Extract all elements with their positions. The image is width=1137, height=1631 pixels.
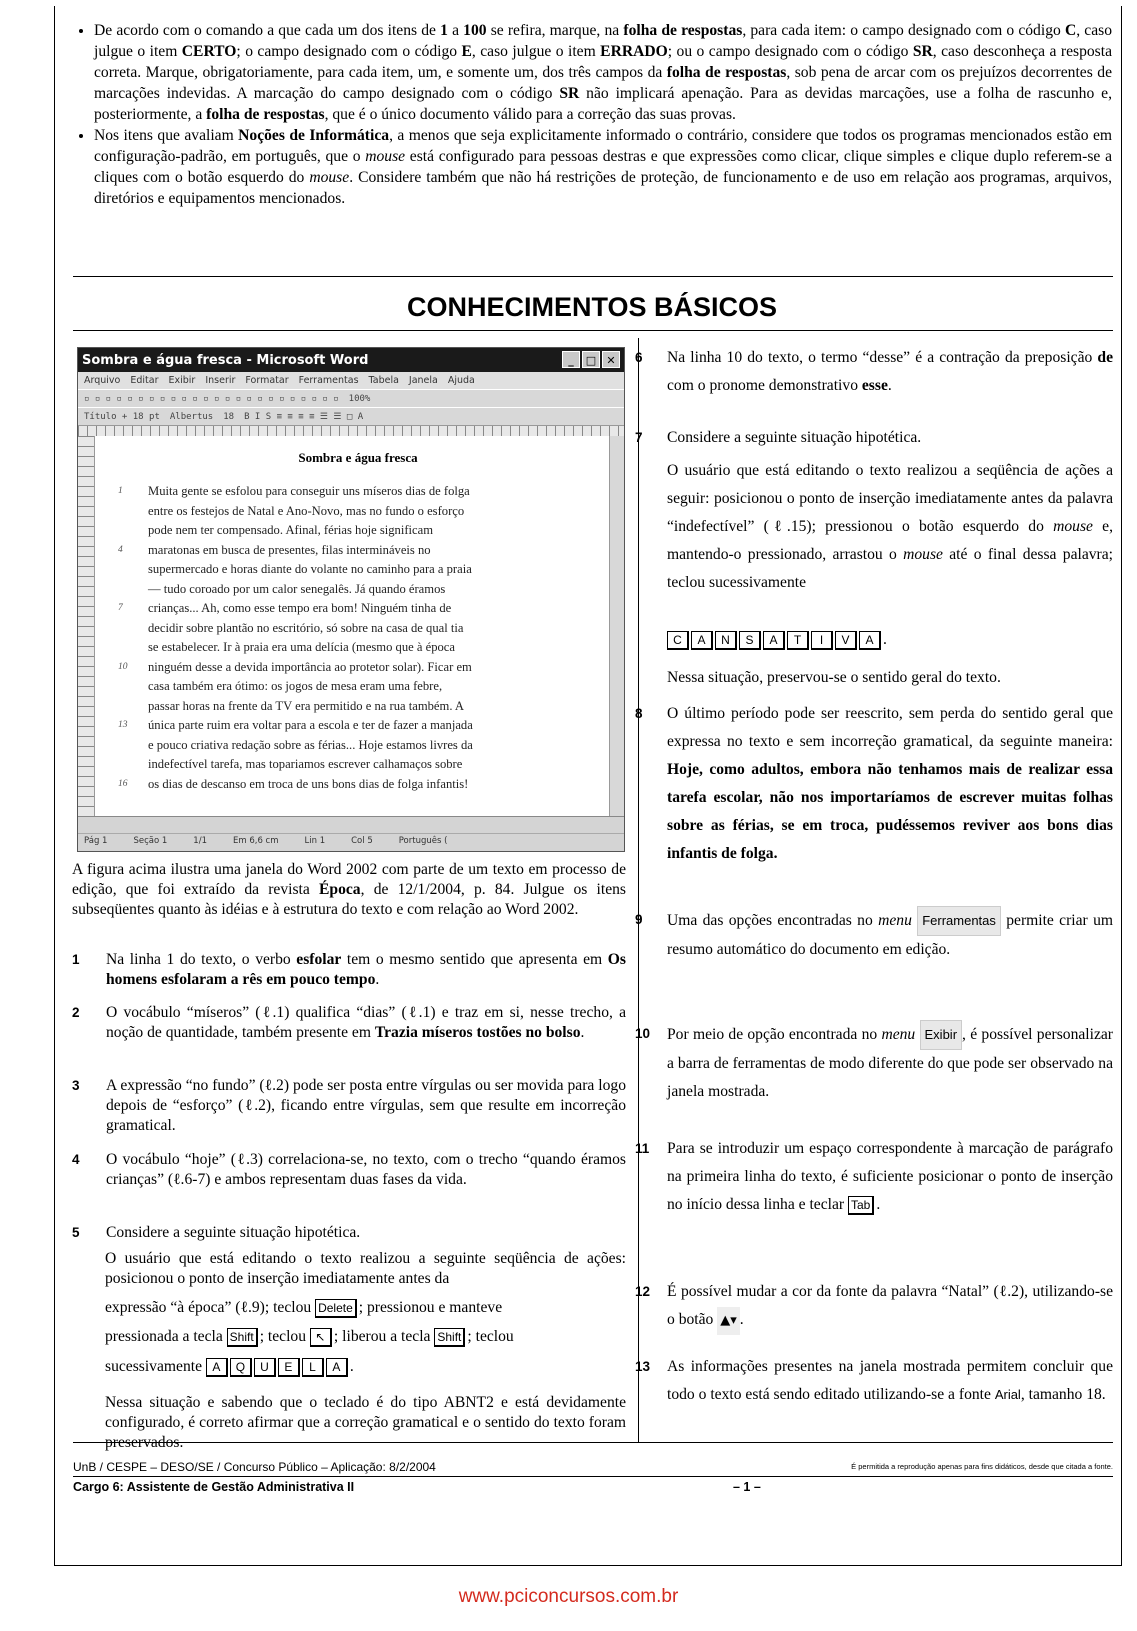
key-icon: V — [835, 631, 857, 650]
key-icon: U — [254, 1358, 276, 1377]
item-number: 7 — [635, 430, 643, 445]
instructions — [72, 20, 1112, 209]
document-line — [114, 560, 604, 580]
menu-janela[interactable]: Janela — [408, 375, 438, 386]
home-key-icon: ↖ — [310, 1328, 332, 1347]
document-line — [114, 697, 604, 717]
key-icon: A — [859, 631, 881, 650]
item-number: 1 — [72, 952, 80, 967]
view-buttons[interactable] — [78, 817, 624, 834]
item-7: 7 Considere a seguinte situação hipotética. — [655, 424, 1113, 452]
document-line — [114, 638, 604, 658]
key-icon: A — [691, 631, 713, 650]
footer-line-2 — [73, 1480, 1113, 1494]
shift-key-icon: Shift — [227, 1328, 258, 1347]
instruction-1: • De acordo com o comando a que cada um dos itens de 1 a 100 se refira, marque, na folha de respostas, para cada item: o campo designado com o código C, caso julgue o item CERTO; o campo designado com o código E, caso julgue o item ERRADO; ou o campo designado com o código SR, caso desconheça a resposta correta. Marque, obrigatoriamente, para cada item, um, e somente um, dos três campos da folha de respostas, sob pena de arcar com os prejuízos decorrentes de marcações indevidas. A marcação do campo designado com o código SR não implicará apenação. Para as devidas marcações, use a folha de rascunho e, posteriormente, a folha de respostas, que é o único documento válido para a correção das suas provas. — [94, 20, 1112, 125]
key-icon: Q — [230, 1358, 252, 1377]
menu-arquivo[interactable]: Arquivo — [84, 375, 121, 386]
close-icon[interactable]: ✕ — [602, 351, 620, 368]
menu-ferramentas[interactable]: Ferramentas — [298, 375, 359, 386]
maximize-icon[interactable]: □ — [582, 351, 600, 368]
key-icon: I — [811, 631, 833, 650]
menu-formatar[interactable]: Formatar — [245, 375, 289, 386]
line-number: 1 — [118, 486, 123, 496]
item-7-text-c: Nessa situação, preservou-se o sentido geral do texto. — [667, 669, 1001, 686]
menu-exibir[interactable]: Exibir — [168, 375, 196, 386]
document-area[interactable] — [78, 436, 624, 818]
item-number: 8 — [635, 706, 643, 721]
intro-text: A figura acima ilustra uma janela do Word 2002 com parte de um texto em processo de edição, que foi extraído da revista Época, de 12/1/2004, p. 84. Julgue os itens subseqüentes quanto às idéias e à estrutura do texto e com relação ao Word 2002. — [72, 861, 626, 918]
line-text: passar horas na frente da TV era permitido e na rua também. A — [148, 698, 465, 713]
menu-ajuda[interactable]: Ajuda — [447, 375, 475, 386]
item-11: 11 Para se introduzir um espaço correspondente à marcação de parágrafo na primeira linha do texto, é suficiente posicionar o ponto de inserção no início dessa linha e teclar Tab . — [655, 1135, 1113, 1219]
item-13: 13 As informações presentes na janela mostrada permitem concluir que todo o texto está sendo editado utilizando-se a fonte Arial, tamanho 18. — [655, 1353, 1113, 1409]
key-icon: L — [302, 1358, 324, 1377]
document-line — [114, 619, 604, 639]
divider-footer — [73, 1476, 1113, 1477]
line-text: crianças... Ah, como esse tempo era bom! Ninguém tinha de — [148, 601, 452, 615]
item-10: 10 Por meio de opção encontrada no menu Exibir , é possível personalizar a barra de ferramentas de modo diferente do que pode ser observado na janela mostrada. — [655, 1020, 1113, 1106]
toolbar-icons[interactable]: ▫ ▫ ▫ ▫ ▫ ▫ ▫ ▫ ▫ ▫ ▫ ▫ ▫ ▫ ▫ ▫ ▫ ▫ ▫ ▫ ▫ ▫ ▫ ▫ — [84, 393, 339, 404]
font-box[interactable]: Albertus — [169, 411, 214, 422]
item-7-keys: C A N S A T I V A . — [667, 626, 1113, 654]
font-color-icon: ▲▾ — [717, 1307, 740, 1335]
item-8: 8 O último período pode ser reescrito, sem perda do sentido geral que expressa no texto e sem incorreção gramatical, da seguinte maneira: Hoje, como adultos, embora não tenhamos mais de realizar essa tarefa escolar, não nos importaríamos de escrever muitas folhas sobre as férias, se em troca, pudéssemos reviver aos bons dias infantis de folga. — [655, 700, 1113, 868]
delete-key-icon: Delete — [315, 1299, 357, 1318]
status-field: Português ( — [398, 836, 448, 846]
key-icon: N — [715, 631, 737, 650]
document-line — [114, 677, 604, 697]
status-field: Em 6,6 cm — [232, 836, 279, 846]
line-number: 7 — [118, 603, 123, 613]
line-number: 13 — [118, 720, 128, 730]
status-field: Lin 1 — [304, 836, 326, 846]
status-field: Seção 1 — [133, 836, 168, 846]
item-number: 9 — [635, 912, 643, 927]
item-5-text-d: sucessivamente A Q U E L A . — [105, 1358, 354, 1375]
formatting-toolbar — [78, 407, 624, 425]
style-box[interactable]: Título + 18 pt — [84, 411, 160, 422]
item-4: 4 O vocábulo “hoje” (ℓ.3) correlaciona-se, no texto, com o trecho “quando éramos crianças” (ℓ.6-7) e ambos representam duas fases da vida. — [72, 1151, 626, 1188]
item-number: 5 — [72, 1225, 80, 1240]
item-5-text-b: expressão “à época” (ℓ.9); teclou Delete ; pressionou e manteve — [105, 1299, 503, 1316]
menu-editar[interactable]: Editar — [130, 375, 159, 386]
item-5-text-c: pressionada a tecla Shift ; teclou ↖ ; liberou a tecla Shift ; teclou — [105, 1328, 514, 1345]
line-text: supermercado e horas diante do volante no caminho para a praia — [148, 562, 472, 576]
document-line — [114, 502, 604, 522]
line-text: os dias de descanso em troca de uns bons dias de folga infantis! — [148, 776, 469, 791]
minimize-icon[interactable]: _ — [562, 351, 580, 368]
document-title: Sombra e água fresca — [298, 450, 418, 465]
website-url[interactable]: www.pciconcursos.com.br — [458, 1586, 679, 1607]
standard-toolbar — [78, 389, 624, 407]
ferramentas-menu-image: Ferramentas — [917, 906, 1001, 936]
item-1: 1 Na linha 1 do texto, o verbo esfolar tem o mesmo sentido que apresenta em Os homens esfolaram a rês em pouco tempo. — [72, 951, 626, 988]
document-text — [114, 482, 604, 794]
line-text: indefectível tarefa, mas topariamos escrever calhamaços sobre — [148, 757, 463, 771]
line-text: se estabelecer. Ir à praia era uma delícia (mesmo que à época — [148, 640, 455, 654]
menu-inserir[interactable]: Inserir — [205, 375, 236, 386]
size-box[interactable]: 18 — [223, 411, 235, 422]
document-line — [114, 580, 604, 600]
key-icon: C — [667, 631, 689, 650]
line-number: 16 — [118, 778, 128, 789]
line-text: ninguém desse a devida importância ao protetor solar). Ficar em — [148, 659, 472, 674]
line-number: 4 — [118, 544, 123, 555]
key-icon: A — [206, 1358, 228, 1377]
document-line — [114, 521, 604, 541]
item-5-text-a: O usuário que está editando o texto realizou a seguinte seqüência de ações: posicionou o ponto de inserção imediatamente antes da — [105, 1250, 626, 1287]
item-6: 6 Na linha 10 do texto, o termo “desse” é a contração da preposição de com o pronome demonstrativo esse. — [655, 344, 1113, 400]
status-field: 1/1 — [193, 836, 207, 846]
key-icon: A — [763, 631, 785, 650]
item-5-text-e: Nessa situação e sabendo que o teclado é do tipo ABNT2 e está devidamente configurado, é correto afirmar que a correção gramatical e o sentido do texto foram preservados. — [105, 1394, 626, 1451]
menu-tabela[interactable]: Tabela — [368, 375, 399, 386]
vertical-scrollbar[interactable] — [609, 436, 624, 818]
footer-copyright: É permitida a reprodução apenas para fins didáticos, desde que citada a fonte. — [851, 1462, 1113, 1471]
document-line — [114, 541, 604, 561]
line-text: entre os festejos de Natal e Ano-Novo, mas no fundo o esforço — [148, 503, 465, 518]
item-2: 2 O vocábulo “míseros” (ℓ.1) qualifica “dias” (ℓ.1) e traz em si, nesse trecho, a noção de quantidade, também presente em Trazia míseros tostões no bolso. — [72, 1004, 626, 1041]
word-window — [77, 347, 625, 852]
item-9: 9 Uma das opções encontradas no menu Ferramentas permite criar um resumo automático do documento em edição. — [655, 906, 1113, 964]
exibir-menu-image: Exibir — [920, 1020, 963, 1050]
key-icon: E — [278, 1358, 300, 1377]
footer-cargo: Cargo 6: Assistente de Gestão Administrativa II — [73, 1480, 355, 1494]
line-text: casa também era ótimo: os jogos de mesa eram uma febre, — [148, 679, 443, 693]
line-text: — tudo coroado por um calor senegalês. Já quando éramos — [148, 581, 446, 596]
item-number: 2 — [72, 1005, 80, 1020]
key-icon: A — [326, 1358, 348, 1377]
word-title-bar — [78, 348, 624, 372]
item-number: 10 — [635, 1026, 651, 1041]
page-number: – 1 – — [733, 1480, 761, 1494]
line-number: 10 — [118, 661, 128, 672]
line-text: pode nem ter compensado. Afinal, férias hoje significam — [148, 523, 434, 537]
word-title: Sombra e água fresca - Microsoft Word — [82, 352, 369, 368]
item-5: 5 Considere a seguinte situação hipotética. — [72, 1224, 361, 1241]
document-line — [114, 599, 604, 619]
item-number: 13 — [635, 1359, 651, 1374]
divider-top — [73, 276, 1113, 277]
word-status-bar — [78, 816, 624, 851]
instruction-2: • Nos itens que avaliam Noções de Informática, a menos que seja explicitamente informado o contrário, considere que todos os programas mencionados estão em configuração-padrão, em português, que o mouse está configurado para pessoas destras e que expressões como clicar, clique simples e clique duplo referem-se a cliques com o botão esquerdo do mouse. Considere também que não há restrições de proteção, de funcionamento e de uso em relação aos programas, arquivos, diretórios e equipamentos mencionados. — [94, 125, 1112, 209]
zoom-box[interactable]: 100% — [348, 393, 371, 404]
word-menu-bar — [78, 372, 624, 389]
item-number: 4 — [72, 1152, 80, 1167]
line-text: Muita gente se esfolou para conseguir uns míseros dias de folga — [148, 484, 470, 498]
key-icon: S — [739, 631, 761, 650]
line-text: decidir sobre plantão no escritório, só sobre na casa de qual tia — [148, 620, 464, 635]
divider-heading — [73, 330, 1113, 331]
document-line — [114, 736, 604, 756]
document-line — [114, 716, 604, 736]
footer-exam-info: UnB / CESPE – DESO/SE / Concurso Público – Aplicação: 8/2/2004 — [73, 1460, 436, 1474]
key-icon: T — [787, 631, 809, 650]
shift-key-icon: Shift — [434, 1328, 465, 1347]
line-text: maratonas em busca de presentes, filas intermináveis no — [148, 542, 431, 557]
format-icons[interactable]: B I S ≡ ≡ ≡ ≡ ☰ ☰ □ A — [244, 411, 364, 422]
item-7-text-b: O usuário que está editando o texto realizou a seqüência de ações a seguir: posicionou o ponto de inserção imediatamente antes da palavra “indefectível” (ℓ.15); pressionou o botão esquerdo do mouse e, mantendo-o pressionado, arrastou o mouse até o final dessa palavra; teclou sucessivamente — [667, 462, 1113, 591]
item-number: 11 — [635, 1141, 650, 1156]
item-12: 12 É possível mudar a cor da fonte da palavra “Natal” (ℓ.2), utilizando-se o botão ▲▾ . — [655, 1278, 1113, 1335]
divider-bottom — [73, 1442, 1113, 1443]
document-line — [114, 775, 604, 795]
item-number: 3 — [72, 1078, 80, 1093]
item-number: 12 — [635, 1284, 651, 1299]
status-field: Col 5 — [351, 836, 373, 846]
line-text: e pouco criativa redação sobre as férias... Hoje estamos livres da — [148, 737, 473, 752]
item-3: 3 A expressão “no fundo” (ℓ.2) pode ser posta entre vírgulas ou ser movida para logo depois de “esforço” (ℓ.2), ficando entre vírgulas, sem que resulte em incorreção gramatical. — [72, 1077, 626, 1134]
vertical-ruler — [78, 436, 95, 818]
document-line — [114, 755, 604, 775]
item-number: 6 — [635, 350, 643, 365]
tab-key-icon: Tab — [848, 1196, 874, 1215]
status-field: Pág 1 — [84, 836, 108, 846]
footer-line-1 — [73, 1460, 1113, 1474]
document-line — [114, 482, 604, 502]
line-text: única parte ruim era voltar para a escola e ter de fazer a manjada — [148, 718, 473, 732]
section-title: CONHECIMENTOS BÁSICOS — [406, 292, 778, 322]
document-line — [114, 658, 604, 678]
